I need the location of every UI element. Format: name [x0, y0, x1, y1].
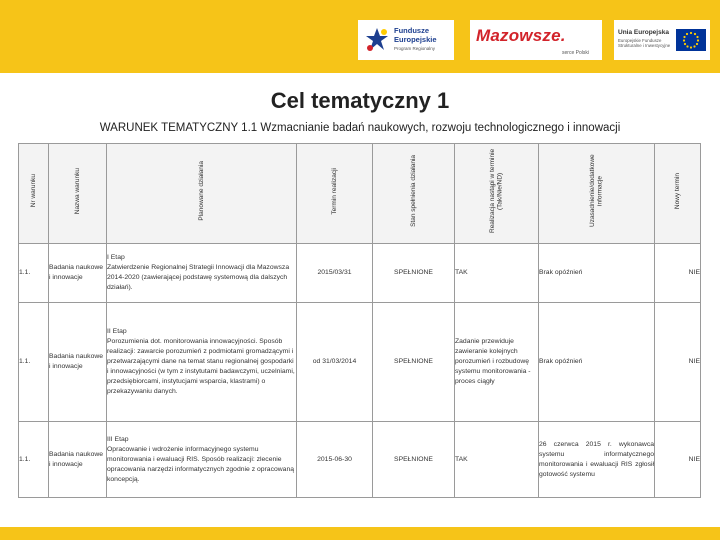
header-stan: Stan spełnienia działania: [373, 144, 455, 244]
cell-uzasadnienie: 26 czerwca 2015 r. wykonawca systemu informatycznego monitorowania i ewaluacji RIS zgłosił gotowość systemu: [539, 422, 655, 498]
header-nazwa: Nazwa warunku: [49, 144, 107, 244]
cell-realizacja: Zadanie przewiduje zawieranie kolejnych porozumień i rozbudowę systemu monitorowania - proces ciągły: [455, 303, 539, 422]
eu-flag-icon: [676, 29, 706, 51]
cell-termin: 2015-06-30: [297, 422, 373, 498]
cell-uzasadnienie: Brak opóźnień: [539, 303, 655, 422]
eu-logo: [614, 20, 710, 60]
page-subtitle: WARUNEK TEMATYCZNY 1.1 Wzmacnianie badań naukowych, rozwoju technologicznego i innowacji: [99, 122, 621, 134]
cell-nazwa: Badania naukowe i innowacje: [49, 422, 107, 498]
page-title: Cel tematyczny 1: [270, 88, 450, 113]
cell-dzialania: I Etap Zatwierdzenie Regionalnej Strategii Innowacji dla Mazowsza 2014-2020 (zawierającej podstawę systemową dla dalszych działań).: [107, 244, 297, 303]
mazowsze-name: Mazowsze.: [476, 26, 566, 45]
cell-nr: 1.1.: [19, 244, 49, 303]
cell-nowy-termin: NIE: [655, 244, 701, 303]
cell-stan: SPEŁNIONE: [373, 244, 455, 303]
cell-realizacja: TAK: [455, 422, 539, 498]
header-uzasadnienie: Uzasadnienie/dodatkowe informacje: [539, 144, 655, 244]
header-nr: Nr warunku: [19, 144, 49, 244]
cell-dzialania: II Etap Porozumienia dot. monitorowania innowacyjności. Sposób realizacji: zawarcie porozumień z podmiotami gromadzącymi i przetwarzającymi dane na temat stanu regionalnej gospodarki i innowacyjności (w tym z instytutami badawczymi, uczelniami, przedsiębiorcami, instytucjami wsparcia, klastrami) o przekazywaniu danych.: [107, 303, 297, 422]
mazowsze-logo: [470, 20, 602, 60]
footer-bar: [0, 527, 720, 540]
eu-sub1: Europejskie Fundusze: [618, 38, 662, 43]
cell-nowy-termin: NIE: [655, 303, 701, 422]
fe-line2: Europejskie: [394, 34, 437, 44]
cell-dzialania: III Etap Opracowanie i wdrożenie informacyjnego systemu monitorowania i ewaluacji RIS. Sposób realizacji: zlecenie opracowania narzędzi informatycznych zgodnie z opracowaną koncepcją.: [107, 422, 297, 498]
cell-stan: SPEŁNIONE: [373, 303, 455, 422]
cell-termin: 2015/03/31: [297, 244, 373, 303]
header-dzialania: Planowane działania: [107, 144, 297, 244]
condition-table: [18, 143, 701, 498]
fe-stars-icon: [364, 26, 390, 54]
table-row: [19, 244, 701, 303]
header-nowy-termin: Nowy termin: [655, 144, 701, 244]
header-row: [19, 144, 701, 244]
cell-termin: od 31/03/2014: [297, 303, 373, 422]
cell-nr: 1.1.: [19, 303, 49, 422]
table-row: [19, 303, 701, 422]
cell-nazwa: Badania naukowe i innowacje: [49, 244, 107, 303]
cell-nazwa: Badania naukowe i innowacje: [49, 303, 107, 422]
header-realizacja: Realizacja nastąpi w terminie (Tak/Nie/ND): [455, 144, 539, 244]
cell-stan: SPEŁNIONE: [373, 422, 455, 498]
fundusze-europejskie-logo: [358, 20, 454, 60]
fe-sub: Program Regionalny: [394, 46, 436, 51]
mazowsze-sub: serce Polski: [562, 50, 589, 56]
fe-line1: Fundusze: [394, 26, 429, 35]
header-banner: [0, 0, 720, 73]
cell-uzasadnienie: Brak opóźnień: [539, 244, 655, 303]
cell-nowy-termin: NIE: [655, 422, 701, 498]
table-row: [19, 422, 701, 498]
cell-nr: 1.1.: [19, 422, 49, 498]
eu-line1: Unia Europejska: [618, 29, 669, 36]
cell-realizacja: TAK: [455, 244, 539, 303]
header-termin: Termin realizacji: [297, 144, 373, 244]
eu-sub2: Strukturalne i Inwestycyjne: [618, 43, 671, 49]
